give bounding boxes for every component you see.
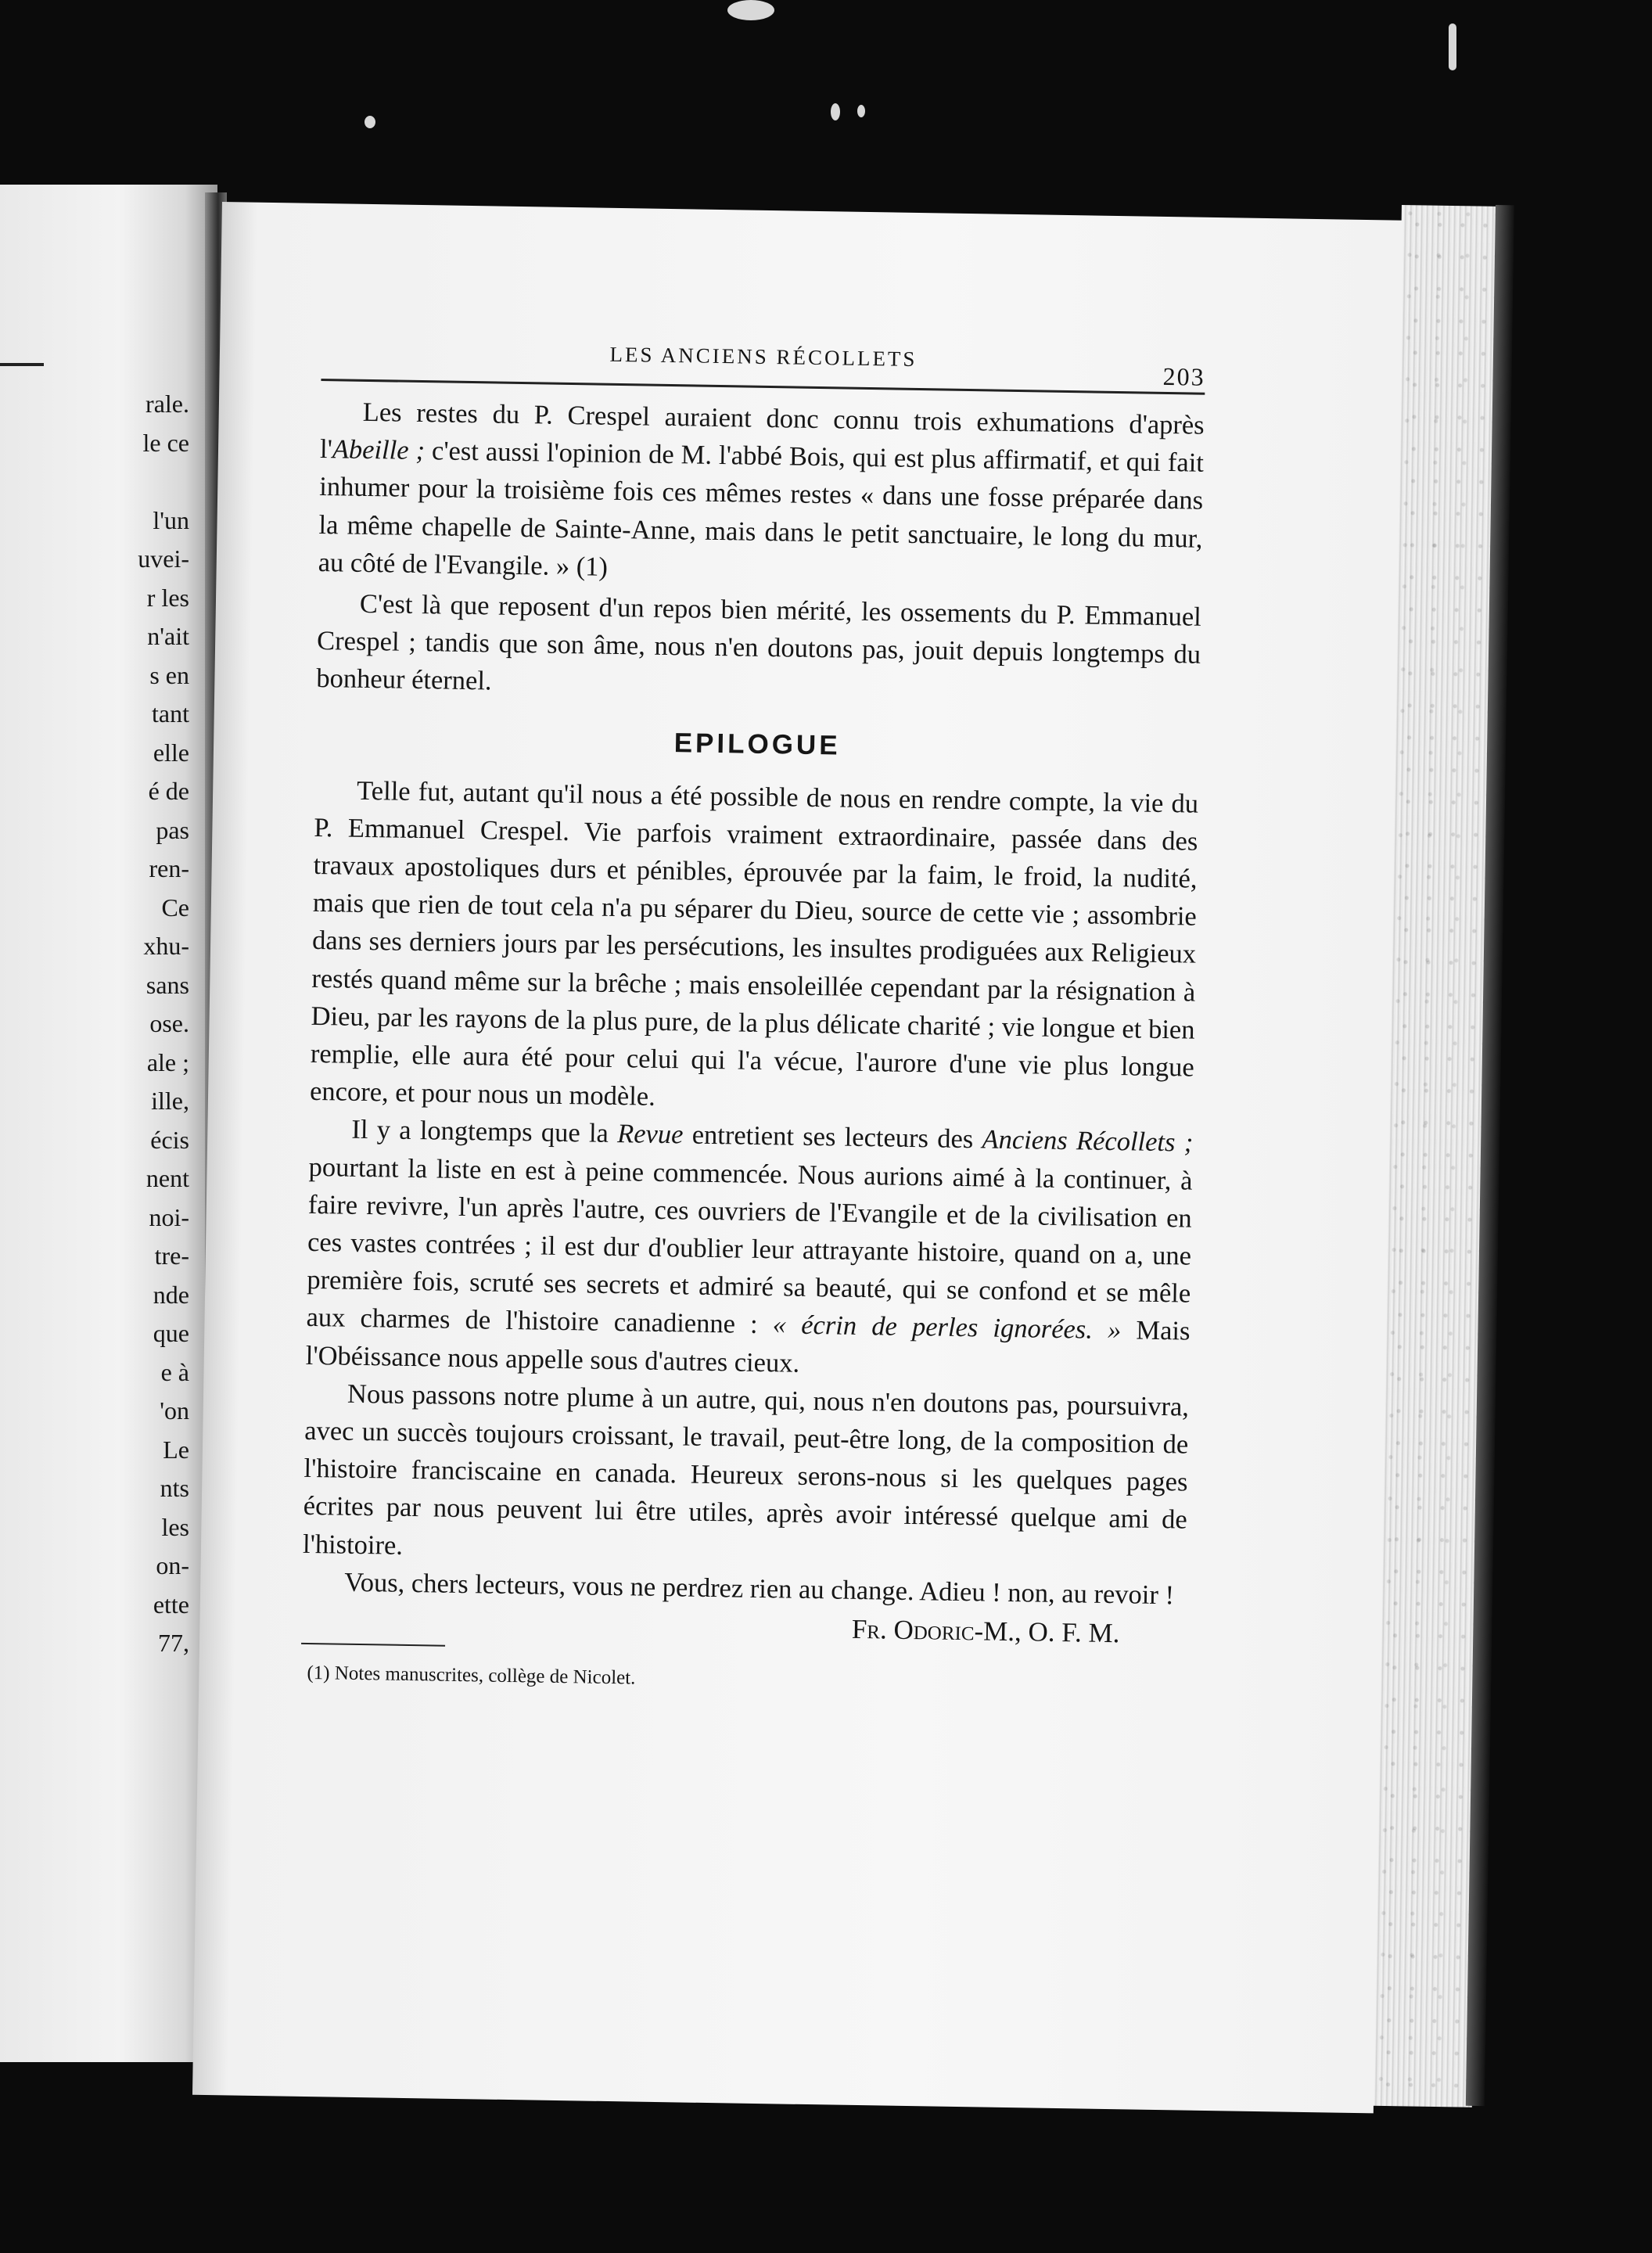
- left-line: ren-: [149, 854, 189, 882]
- left-line: nts: [160, 1474, 189, 1502]
- left-page-header-rule: [0, 363, 44, 366]
- film-speck: [365, 116, 375, 128]
- left-line: nent: [145, 1164, 189, 1192]
- paragraph-life-summary: Telle fut, autant qu'il nous a été possible de nous en rendre compte, la vie du P. Emmanuel Crespel. Vie parfois vraiment extraordinaire, passée dans des travaux apostoliques durs et pénibles, éprouvée par la faim, le froid, la nudité, mais que rien de tout cela n'a pu séparer du Dieu, source de cette vie ; assombrie dans ses derniers jours par les persécutions, les insultes prodiguées aux Religieux restés quand même sur la brêche ; mais ensoleillée cependant par la résignation à Dieu, par les rayons de la plus pure, de la plus délicate charité ; vie longue et bien remplie, elle aura été pour celui qui l'a vécue, l'aurore d'une vie plus longue encore, et pour nous un modèle.: [309, 775, 1199, 1112]
- left-line: uvei-: [138, 544, 189, 573]
- author-signature: Fr. Odoric-M., O. F. M.: [851, 1613, 1120, 1649]
- left-line: ose.: [149, 1009, 189, 1037]
- left-page-text: [138, 385, 189, 1663]
- paragraph-revue: Il y a longtemps que la Revue entretient ses lecteurs des Anciens Récollets ; pourtant la liste en est à peine commencée. Nous aurions aimé à la continuer, à faire revivre, l'un après l'autre, ces ouvriers de l'Evangile et de la civilisation en ces vastes contrées ; il est dur d'oublier leur attrayante histoire, quand on a, une première fois, scruté ses secrets et admiré sa beauté, qui se confond et se mêle aux charmes de l'histoire canadienne : « écrin de perles ignorées. » Mais l'Obéissance nous appelle sous d'autres cieux.: [305, 1115, 1194, 1378]
- left-line: Ce: [161, 893, 189, 922]
- left-line: écis: [150, 1125, 189, 1154]
- page-header: [321, 338, 1205, 391]
- left-line: é de: [148, 777, 189, 805]
- paragraph-successor: Nous passons notre plume à un autre, qui, nous n'en doutons pas, poursuivra, avec un succès toujours croissant, le travail, peut-être long, de la composition de l'histoire franciscaine en canada. Heureux serons-nous si les quelques pages écrites par nous peuvent lui être utiles, après avoir intéressé quelque ami de l'histoire.: [302, 1378, 1190, 1561]
- left-line: ille,: [151, 1087, 189, 1115]
- paragraph-resting-place: C'est là que reposent d'un repos bien mérité, les ossements du P. Emmanuel Crespel ; tandis que son âme, nous n'en doutons pas, jouit depuis longtemps du bonheur éternel.: [316, 588, 1202, 696]
- running-title: LES ANCIENS RÉCOLLETS: [609, 342, 918, 371]
- section-heading: EPILOGUE: [673, 727, 841, 761]
- left-line: le ce: [142, 428, 189, 457]
- film-speck: [831, 103, 840, 120]
- left-line: tant: [152, 699, 189, 728]
- page-number: 203: [1162, 361, 1205, 391]
- left-line: tre-: [154, 1241, 189, 1270]
- paragraph-exhumations: Les restes du P. Crespel auraient donc connu trois exhumations d'après l'Abeille ; c'est aussi l'opinion de M. l'abbé Bois, qui est plus affirmatif, et qui fait inhumer pour la troisième fois ces mêmes restes « dans une fosse préparée dans la même chapelle de Sainte-Anne, mais dans le petit sanctuaire, le long du mur, au côté de l'Evangile. » (1): [318, 397, 1205, 582]
- right-page: [192, 202, 1403, 2113]
- paragraph-farewell: Vous, chers lecteurs, vous ne perdrez rien au change. Adieu ! non, au revoir !: [344, 1567, 1175, 1611]
- left-line: sans: [145, 970, 189, 999]
- footnote-rule: [301, 1643, 445, 1647]
- film-speck: [727, 0, 774, 20]
- left-line: rale.: [145, 390, 189, 418]
- left-line: ette: [153, 1590, 189, 1619]
- left-line: n'ait: [147, 622, 189, 650]
- left-line: nde: [153, 1280, 189, 1309]
- left-line: [138, 462, 189, 501]
- left-line: 'on: [160, 1396, 189, 1425]
- left-line: s en: [149, 660, 189, 689]
- left-page: [0, 185, 217, 2062]
- left-line: elle: [153, 738, 189, 767]
- film-speck: [857, 105, 865, 117]
- film-speck: [1449, 23, 1456, 70]
- page-body: [300, 393, 1205, 1702]
- left-line: 77,: [158, 1629, 189, 1657]
- left-line: r les: [146, 583, 189, 612]
- left-line: xhu-: [143, 932, 189, 960]
- left-line: l'un: [153, 505, 189, 534]
- left-line: les: [161, 1512, 189, 1541]
- left-line: e à: [160, 1357, 189, 1386]
- left-line: noi-: [149, 1202, 189, 1231]
- left-line: Le: [163, 1435, 189, 1464]
- left-line: pas: [156, 815, 189, 844]
- left-line: on-: [156, 1551, 189, 1579]
- left-line: que: [153, 1319, 189, 1347]
- left-line: ale ;: [146, 1047, 189, 1076]
- header-rule: [321, 379, 1205, 395]
- footnote: (1) Notes manuscrites, collège de Nicolet.: [307, 1662, 636, 1689]
